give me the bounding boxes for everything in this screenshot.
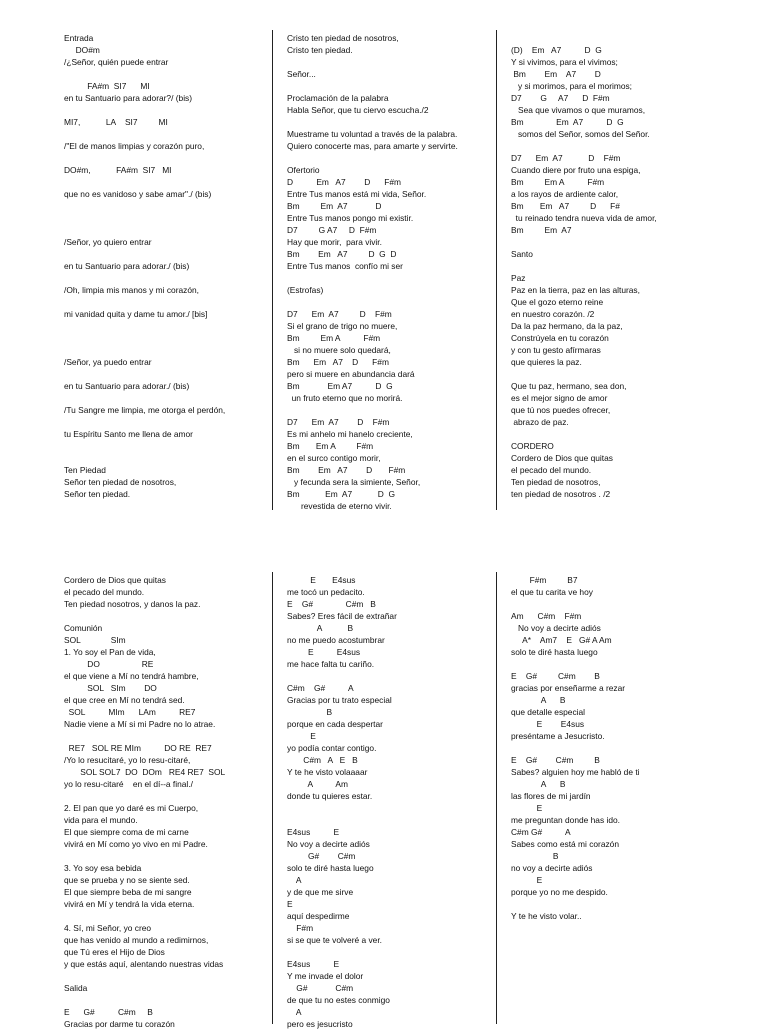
text-line: A: [287, 875, 302, 885]
text-line: [511, 236, 741, 248]
text-line: Bm Em A7 D F#m: [287, 357, 389, 367]
text-line: (Estrofas): [287, 285, 324, 295]
text-line: el que tu carita ve hoy: [511, 587, 593, 597]
text-line: revestida de eterno vivir.: [287, 501, 392, 511]
text-line: Bm Em A7 D G D: [287, 249, 397, 259]
text-line: [64, 790, 260, 802]
text-line: C#m G# A: [287, 683, 354, 693]
text-line: [64, 332, 260, 344]
text-line: /¿Señor, quién puede entrar: [64, 57, 169, 67]
column-divider: [496, 30, 497, 510]
text-line: [64, 440, 260, 452]
column-divider: [272, 572, 273, 1024]
text-line: /Oh, limpia mis manos y mi corazón,: [64, 285, 199, 295]
text-line: SOL SIm: [64, 635, 126, 645]
text-line: Hay que morir, para vivir.: [287, 237, 382, 247]
text-line: Sabes? Eres fácil de extrañar: [287, 611, 397, 621]
text-line: si se que te volveré a ver.: [287, 935, 382, 945]
text-line: aquí despedirme: [287, 911, 350, 921]
text-line: en el surco contigo morir,: [287, 453, 381, 463]
text-line: [287, 814, 487, 826]
text-line: [64, 452, 260, 464]
text-line: [511, 260, 741, 272]
text-line: No voy a decirte adiós: [511, 623, 601, 633]
text-line: que se prueba y no se siente sed.: [64, 875, 190, 885]
text-line: A* Am7 E G# A Am: [511, 635, 612, 645]
text-line: DO#m, FA#m SI7 MI: [64, 165, 172, 175]
text-line: preséntame a Jesucristo.: [511, 731, 605, 741]
text-line: Sabes? alguien hoy me habló de ti: [511, 767, 640, 777]
text-line: E G# C#m B: [287, 599, 376, 609]
text-line: a los rayos de ardiente calor,: [511, 189, 619, 199]
text-line: no me puedo acostumbrar: [287, 635, 385, 645]
text-line: E G# C#m B: [511, 671, 600, 681]
text-line: que tú nos puedes ofrecer,: [511, 405, 611, 415]
text-line: me tocó un pedacito.: [287, 587, 365, 597]
text-line: Bm Em A7 D: [287, 201, 382, 211]
text-line: A B: [511, 695, 566, 705]
text-line: y con tu gesto afírmaras: [511, 345, 601, 355]
text-line: [64, 212, 260, 224]
page-2-column-2: [287, 574, 487, 1030]
text-line: porque yo no me despido.: [511, 887, 608, 897]
text-line: Es mi anhelo mi hanelo creciente,: [287, 429, 413, 439]
text-line: gracias por enseñarme a rezar: [511, 683, 626, 693]
text-line: Bm Em A7 D G: [511, 117, 624, 127]
text-line: B: [511, 851, 559, 861]
text-line: las flores de mi jardín: [511, 791, 591, 801]
text-line: F#m: [287, 923, 314, 933]
text-line: D7 G A7 D F#m: [287, 225, 377, 235]
text-line: y fecunda sera la simiente, Señor,: [287, 477, 421, 487]
text-line: donde tu quieres estar.: [287, 791, 373, 801]
text-line: Habla Señor, que tu ciervo escucha./2: [287, 105, 429, 115]
column-divider: [272, 30, 273, 510]
text-line: [64, 152, 260, 164]
text-line: [287, 404, 487, 416]
text-line: de que tu no estes conmigo: [287, 995, 390, 1005]
text-line: y de que me sirve: [287, 887, 354, 897]
text-line: E: [287, 731, 316, 741]
text-line: y si morimos, para el morimos;: [511, 81, 632, 91]
text-line: Entre Tus manos está mi vida, Señor.: [287, 189, 427, 199]
text-line: [64, 368, 260, 380]
column-divider: [496, 572, 497, 1024]
text-line: pero es jesucristo: [287, 1019, 353, 1029]
text-line: Cristo ten piedad.: [287, 45, 353, 55]
text-line: [64, 730, 260, 742]
text-line: [64, 344, 260, 356]
text-line: No voy a decirte adiós: [287, 839, 370, 849]
text-line: [287, 80, 487, 92]
text-line: 4. Sí, mi Señor, yo creo: [64, 923, 152, 933]
text-line: D7 Em A7 D F#m: [511, 153, 621, 163]
text-line: 1. Yo soy el Pan de vida,: [64, 647, 156, 657]
text-line: que quieres la paz.: [511, 357, 582, 367]
text-line: SOL SIm DO: [64, 683, 157, 693]
text-line: solo te diré hasta luego: [511, 647, 598, 657]
text-line: [511, 658, 741, 670]
text-line: E E4sus: [287, 575, 356, 585]
text-line: me preguntan donde has ido.: [511, 815, 620, 825]
text-line: A B: [287, 623, 354, 633]
text-line: Gracias por darme tu corazón: [64, 1019, 175, 1029]
text-line: /Señor, yo quiero entrar: [64, 237, 152, 247]
text-line: [64, 910, 260, 922]
text-line: G# C#m: [287, 851, 356, 861]
text-line: E: [511, 803, 543, 813]
text-line: Paz: [511, 273, 526, 283]
text-line: Entre Tus manos confío mi ser: [287, 261, 403, 271]
text-line: somos del Señor, somos del Señor.: [511, 129, 650, 139]
text-line: DO RE: [64, 659, 154, 669]
text-line: [64, 610, 260, 622]
text-line: [511, 742, 741, 754]
text-line: abrazo de paz.: [511, 417, 569, 427]
text-line: E4sus E: [287, 959, 340, 969]
text-line: Ofertorio: [287, 165, 320, 175]
text-line: [287, 296, 487, 308]
text-line: D Em A7 D F#m: [287, 177, 402, 187]
text-line: Proclamación de la palabra: [287, 93, 389, 103]
text-line: Que tu paz, hermano, sea don,: [511, 381, 627, 391]
text-line: Bm Em A F#m: [287, 441, 374, 451]
text-line: Sabes como está mi corazón: [511, 839, 619, 849]
text-line: FA#m SI7 MI: [64, 81, 150, 91]
text-line: G# C#m: [287, 983, 354, 993]
text-line: Entre Tus manos pongo mi existir.: [287, 213, 414, 223]
text-line: A: [287, 1007, 302, 1017]
text-line: Bm Em A7 D G: [287, 489, 395, 499]
text-line: Cuando diere por fruto una espiga,: [511, 165, 641, 175]
text-line: Am C#m F#m: [511, 611, 582, 621]
text-line: el que cree en Mí no tendrá sed.: [64, 695, 185, 705]
text-line: [64, 970, 260, 982]
text-line: E G# C#m B: [511, 755, 600, 765]
text-line: [64, 994, 260, 1006]
text-line: /Tu Sangre me limpia, me otorga el perdón,: [64, 405, 226, 415]
text-line: [287, 802, 487, 814]
text-line: [287, 152, 487, 164]
text-line: [511, 898, 741, 910]
text-line: yo lo resu-citaré en el dí--a final./: [64, 779, 193, 789]
text-line: MI7, LA SI7 MI: [64, 117, 168, 127]
text-line: Y te he visto volar..: [511, 911, 582, 921]
text-line: vivirá en Mí como yo vivo en mi Padre.: [64, 839, 208, 849]
text-line: E E4sus: [511, 719, 585, 729]
text-line: que detalle especial: [511, 707, 586, 717]
text-line: vida para el mundo.: [64, 815, 138, 825]
text-line: [64, 296, 260, 308]
text-line: Que el gozo eterno reine: [511, 297, 604, 307]
text-line: D7 Em A7 D F#m: [287, 417, 390, 427]
text-line: SOL MIm LAm RE7: [64, 707, 196, 717]
text-line: Sea que vivamos o que muramos,: [511, 105, 646, 115]
text-line: D7 Em A7 D F#m: [287, 309, 392, 319]
text-line: B: [287, 707, 333, 717]
text-line: [64, 392, 260, 404]
text-line: Si el grano de trigo no muere,: [287, 321, 398, 331]
text-line: DO#m: [64, 45, 100, 55]
text-line: [287, 56, 487, 68]
text-line: 2. El pan que yo daré es mi Cuerpo,: [64, 803, 199, 813]
text-line: /"El de manos limpias y corazón puro,: [64, 141, 205, 151]
text-line: A B: [511, 779, 566, 789]
text-line: E E4sus: [287, 647, 361, 657]
text-line: Bm Em A7 D F#: [511, 201, 620, 211]
text-line: Muestrame tu voluntad a través de la palabra.: [287, 129, 458, 139]
text-line: en tu Santuario para adorar?/ (bis): [64, 93, 193, 103]
text-line: mi vanidad quita y dame tu amor./ [bis]: [64, 309, 208, 319]
text-line: Santo: [511, 249, 533, 259]
text-line: 3. Yo soy esa bebida: [64, 863, 142, 873]
text-line: Señor ten piedad.: [64, 489, 131, 499]
text-line: en nuestro corazón. /2: [511, 309, 595, 319]
text-line: E G# C#m B: [64, 1007, 153, 1017]
text-line: Señor ten piedad de nosotros,: [64, 477, 177, 487]
text-line: Quiero conocerte mas, para amarte y servirte.: [287, 141, 458, 151]
text-line: El que siempre beba de mi sangre: [64, 887, 192, 897]
text-line: el que viene a Mí no tendrá hambre,: [64, 671, 199, 681]
page-1-column-2: [287, 32, 487, 512]
text-line: en tu Santuario para adorar./ (bis): [64, 381, 190, 391]
text-line: y que estás aquí, alentando nuestras vidas: [64, 959, 224, 969]
text-line: Ten piedad nosotros, y danos la paz.: [64, 599, 201, 609]
text-line: [64, 224, 260, 236]
text-line: que no es vanidoso y sabe amar"./ (bis): [64, 189, 212, 199]
text-line: [64, 320, 260, 332]
text-line: [64, 850, 260, 862]
text-line: Bm Em A F#m: [287, 333, 381, 343]
text-line: pero si muere en abundancia dará: [287, 369, 415, 379]
text-line: [64, 200, 260, 212]
text-line: el pecado del mundo.: [64, 587, 145, 597]
text-line: [511, 32, 741, 44]
text-line: no voy a decirte adiós: [511, 863, 593, 873]
text-line: [511, 140, 741, 152]
text-line: Bm Em A7 D F#m: [287, 465, 406, 475]
text-line: que has venido al mundo a redimirnos,: [64, 935, 209, 945]
text-line: Bm Em A7: [511, 225, 572, 235]
text-line: [287, 670, 487, 682]
text-line: El que siempre coma de mi carne: [64, 827, 189, 837]
text-line: en tu Santuario para adorar./ (bis): [64, 261, 190, 271]
text-line: Da la paz hermano, da la paz,: [511, 321, 623, 331]
text-line: Y si vivimos, para el vivimos;: [511, 57, 618, 67]
text-line: Paz en la tierra, paz en las alturas,: [511, 285, 640, 295]
text-line: Comunión: [64, 623, 103, 633]
text-line: Bm Em A7 D: [511, 69, 601, 79]
text-line: [511, 428, 741, 440]
text-line: [64, 176, 260, 188]
text-line: [511, 368, 741, 380]
text-line: ten piedad de nosotros . /2: [511, 489, 611, 499]
text-line: E: [511, 875, 543, 885]
text-line: [64, 104, 260, 116]
text-line: Entrada: [64, 33, 94, 43]
text-line: Salida: [64, 983, 88, 993]
text-line: tu reinado tendra nueva vida de amor,: [511, 213, 657, 223]
text-line: Cordero de Dios que quitas: [64, 575, 166, 585]
text-line: Señor...: [287, 69, 316, 79]
text-line: /Yo lo resucitaré, yo lo resu-citaré,: [64, 755, 191, 765]
page-1-column-1: [64, 32, 260, 500]
text-line: [64, 128, 260, 140]
text-line: E: [287, 899, 293, 909]
text-line: CORDERO: [511, 441, 554, 451]
text-line: es el mejor signo de amor: [511, 393, 608, 403]
text-line: (D) Em A7 D G: [511, 45, 602, 55]
text-line: [64, 68, 260, 80]
text-line: un fruto eterno que no morirá.: [287, 393, 403, 403]
text-line: Gracias por tu trato especial: [287, 695, 392, 705]
page-1-column-3: [511, 32, 741, 500]
text-line: Bm Em A F#m: [511, 177, 605, 187]
text-line: F#m B7: [511, 575, 578, 585]
text-line: [287, 946, 487, 958]
text-line: Cristo ten piedad de nosotros,: [287, 33, 399, 43]
text-line: [287, 272, 487, 284]
text-line: A Am: [287, 779, 348, 789]
text-line: /Señor, ya puedo entrar: [64, 357, 152, 367]
page-2-column-1: [64, 574, 260, 1030]
text-line: Ten piedad de nosotros,: [511, 477, 601, 487]
text-line: Bm Em A7 D G: [287, 381, 393, 391]
text-line: RE7 SOL RE MIm DO RE RE7: [64, 743, 212, 753]
text-line: tu Espíritu Santo me llena de amor: [64, 429, 193, 439]
text-line: [64, 416, 260, 428]
text-line: SOL SOL7 DO DOm RE4 RE7 SOL: [64, 767, 226, 777]
text-line: me hace falta tu cariño.: [287, 659, 375, 669]
page-2-column-3: [511, 574, 741, 922]
text-line: E4sus E: [287, 827, 340, 837]
text-line: porque en cada despertar: [287, 719, 383, 729]
text-line: Cordero de Dios que quitas: [511, 453, 613, 463]
text-line: Ten Piedad: [64, 465, 106, 475]
text-line: si no muere solo quedará,: [287, 345, 391, 355]
text-line: Y me invade el dolor: [287, 971, 364, 981]
text-line: Constrúyela en tu corazón: [511, 333, 609, 343]
text-line: C#m A E B: [287, 755, 358, 765]
text-line: [64, 248, 260, 260]
text-line: solo te diré hasta luego: [287, 863, 374, 873]
text-line: vivirá en Mí y tendrá la vida eterna.: [64, 899, 195, 909]
text-line: Nadie viene a Mí si mi Padre no lo atrae.: [64, 719, 216, 729]
text-line: el pecado del mundo.: [511, 465, 592, 475]
text-line: que Tú eres el Hijo de Dios: [64, 947, 165, 957]
text-line: yo podía contar contigo.: [287, 743, 377, 753]
text-line: D7 G A7 D F#m: [511, 93, 610, 103]
text-line: [287, 116, 487, 128]
text-line: [64, 272, 260, 284]
text-line: Y te he visto volaaaar: [287, 767, 368, 777]
text-line: C#m G# A: [511, 827, 571, 837]
text-line: [511, 598, 741, 610]
